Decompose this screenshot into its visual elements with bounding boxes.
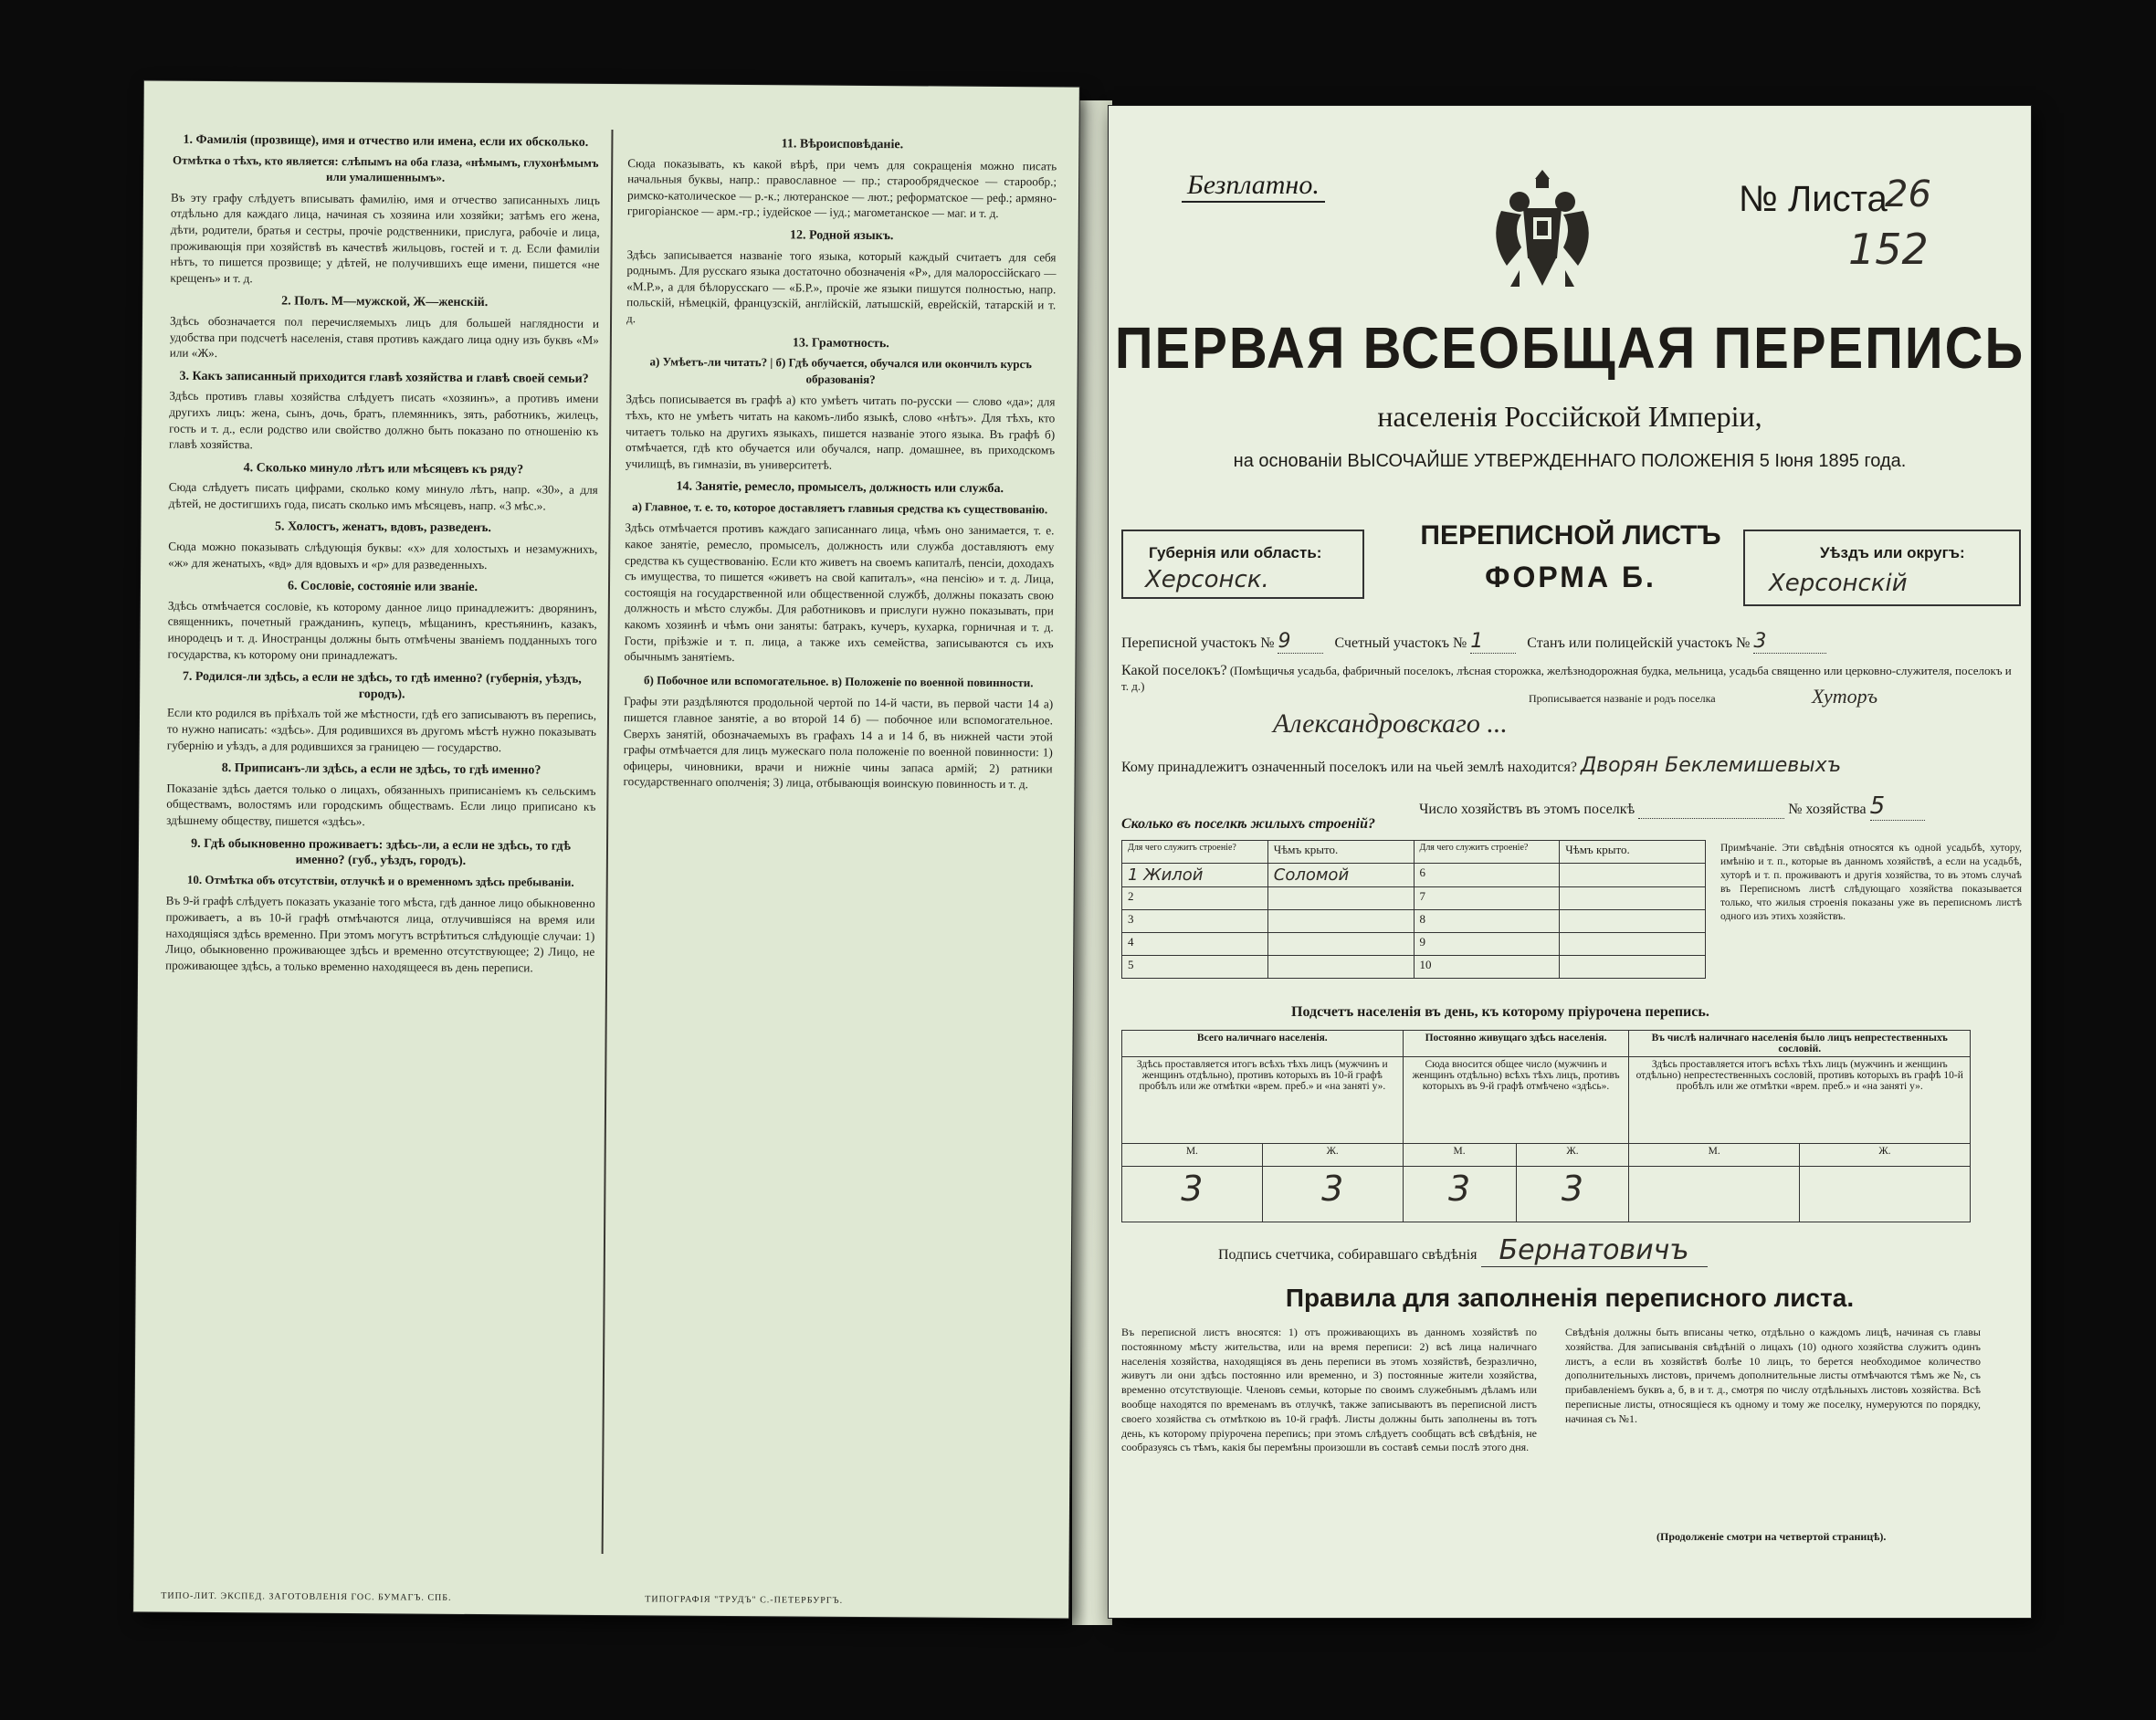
remark-note: Примѣчаніе. Эти свѣдѣнія относятся къ одной усадьбѣ, хутору, имѣнію и т. п., которые въ данномъ хозяйствѣ, а если на усадьбѣ, хуторѣ и т. п. проживаютъ и другія хозяйства, то въ этомъ случаѣ въ Переписномъ листѣ слѣдующаго хозяйства показывается только, что жилыя строенія показаны уже въ переписномъ листѣ одного изъ этихъ хозяйствъ. bbox=[1720, 843, 2022, 922]
section-body: Графы эти раздѣляются продольной чертой по 14-й части, въ первой части 14 а) пишется главное занятіе, а во второй 14 б) — побочное или вспомогательное. Сверхъ занятій, обозначаемыхъ въ графахъ 14 а и 14 б, въ нижней части этой графы отмѣчается для лицъ мужескаго пола положеніе по военной повинности: 1) офицеры, чиновники, врачи и нижніе чины запаса армій; 2) ратники государственнаго ополченія; 3) лица, отбывающія воинскую повинность и т. д. bbox=[623, 694, 1054, 792]
section-body: Здѣсь противъ главы хозяйства слѣдуетъ писать «хозяинъ», а противъ имени другихъ лицъ: жена, сынъ, дочь, братъ, племянникъ, зять, работникъ, жилецъ, гость и т. д., если родство или свойство должно быть показано по отношенію къ главѣ хозяйства. bbox=[169, 388, 599, 452]
section-body: Сюда можно показывать слѣдующія буквы: «х» для холостыхъ и незамужнихъ, «ж» для женатыхъ, «вд» для вдовыхъ и «р» для разведенныхъ. bbox=[168, 539, 598, 572]
section-subheading: а) Умѣетъ-ли читать? | б) Гдѣ обучается, обучался или окончилъ курсъ образованія? bbox=[649, 354, 1032, 386]
stan-label: Станъ или полицейскій участокъ № bbox=[1527, 635, 1751, 651]
count-note: Здѣсь проставляется итогъ всѣхъ тѣхъ лицъ (мужчинъ и женщинъ отдѣльно) непрестественныхъ сословій, противъ которыхъ въ графѣ 10-й пробѣлъ или же отмѣтки «врем. преб.» и «на заняті у». bbox=[1629, 1057, 1971, 1144]
gubernia-box bbox=[1121, 530, 1364, 599]
owner-line bbox=[1121, 754, 1841, 777]
column-rule bbox=[602, 130, 614, 1554]
section-body: Здѣсь записывается названіе того языка, который каждый считаетъ для себя роднымъ. Для русскаго языка достаточно обозначенія «Р», для малороссійскаго — «М.Р.», а для бѣлорусскаго — «Б.Р.», прочіе же языки пишутся полностью, напр. польскій, нѣмецкій, французскій, англійскій, латышскій, еврейскій, татарскій и т. д. bbox=[626, 246, 1057, 326]
uchastok-line bbox=[1121, 630, 1826, 654]
section-heading: 8. Приписанъ-ли здѣсь, а если не здѣсь, то гдѣ именно? bbox=[221, 761, 542, 778]
poselok-hint: (Помѣщичья усадьба, фабричный поселокъ, лѣсная сторожка, желѣзнодорожная будка, мельница, усадьба священно или церковно-служителя, поселокъ и т. д.) bbox=[1121, 664, 2012, 693]
section-heading: 11. Вѣроисповѣданіе. bbox=[781, 137, 904, 152]
left-page bbox=[133, 80, 1079, 1618]
section-subheading: б) Побочное или вспомогательное. в) Положеніе по военной повинности. bbox=[644, 673, 1034, 690]
census-subtitle: населенія Россійской Имперіи, bbox=[1377, 400, 1762, 433]
table-row: 5 10 bbox=[1122, 956, 1706, 979]
section-body: Здѣсь отмѣчается сословіе, къ которому данное лицо принадлежитъ: дворянинъ, священникъ, почетный гражданинъ, купецъ, мѣщанинъ, крестьянинъ, казакъ, инородецъ и т. д. Иностранцы должны быть отмѣчены званіемъ подданныхъ того государства, къ которому они принадлежатъ. bbox=[167, 598, 597, 663]
count-note: Сюда вносится общее число (мужчинъ и женщинъ отдѣльно) всѣхъ тѣхъ лицъ, противъ которыхъ въ 9-й графѣ отмѣчено «здѣсь». bbox=[1403, 1057, 1629, 1144]
buildings-header: Для чего служитъ строеніе? bbox=[1414, 841, 1560, 864]
count-header: Въ числѣ наличнаго населенія было лицъ непрестественныхъ сословій. bbox=[1629, 1031, 1971, 1057]
count-value bbox=[1799, 1167, 1970, 1222]
section-heading: 6. Сословіе, состояніе или званіе. bbox=[287, 579, 479, 595]
poselok-line bbox=[1121, 663, 2016, 694]
count-value: 3 bbox=[1516, 1167, 1629, 1222]
table-row bbox=[1122, 841, 1706, 864]
section-body: Здѣсь пописывается въ графѣ а) кто умѣетъ читать по-русски — слово «да»; для тѣхъ, кто не умѣетъ читать на какомъ-либо языкѣ, слово «нѣтъ». Для тѣхъ, кто читаетъ только на другихъ языкахъ, пишется названіе этого языка. Въ графѣ б) отмѣчается, гдѣ кто обучается или обучался, напр. домашнее, въ приходскомъ училищѣ, въ гимназіи, въ университетѣ. bbox=[625, 392, 1056, 472]
signature-label: Подпись счетчика, собиравшаго свѣдѣнія bbox=[1218, 1247, 1478, 1263]
section-subheading: 10. Отмѣтка объ отсутствіи, отлучкѣ и о временномъ здѣсь пребываніи. bbox=[186, 872, 574, 889]
section-heading: 5. Холостъ, женатъ, вдовъ, разведенъ. bbox=[274, 519, 491, 536]
rules-column-2: Свѣдѣнія должны быть вписаны четко, отдѣльно о каждомъ лицѣ, начиная съ главы хозяйства. Для записыванія свѣдѣній о лицахъ (10) одного хозяйства служитъ одинъ листъ, а если въ хозяйствѣ болѣе 10 лицъ, то берется необходимое количество дополнительныхъ листовъ, причемъ дополнительные листы отмѣчаются тѣмъ же №, съ прибавленіемъ буквъ а, б, в и т. д., смотря по числу отдѣльныхъ листовъ хозяйства. Всѣ переписные листы, относящіеся къ одному и тому же поселку, нумеруются по порядку, начиная съ №1. bbox=[1565, 1326, 1981, 1425]
gubernia-label: Губернія или область: bbox=[1149, 544, 1322, 561]
instructions-column-2 bbox=[623, 130, 1057, 800]
buildings-header: Чѣмъ крыто. bbox=[1267, 841, 1414, 864]
uchastok-label: Переписной участокъ № bbox=[1121, 635, 1275, 651]
section-body: Въ эту графу слѣдуетъ вписывать фамилію, имя и отчество записанныхъ лицъ отдѣльно для каждаго лица, начиная съ хозяина или хозяйки; затѣмъ его жена, дѣти, родители, братья и сестры, прочіе родственники, прислуга, рабочіе и лица, проживающія при хозяйствѣ въ качествѣ жильцовъ, гостей и т. д. Если фамиліи нѣтъ, то пишется прозвище; у дѣтей, не получившихъ еще имени, пишется «не крещенъ» и т. д. bbox=[170, 190, 601, 286]
uezd-value: Херсонскій bbox=[1769, 570, 1908, 597]
table-row: 3 8 bbox=[1122, 910, 1706, 933]
section-body: Если кто родился въ пріѣхалъ той же мѣстности, гдѣ его записываютъ въ перепись, то нужно написать: «здѣсь». Для родившихся въ другомъ мѣстѣ нужно показывать губернію и уѣздъ, а для родившихся за границею — государство. bbox=[166, 706, 597, 754]
table-row: 2 7 bbox=[1122, 887, 1706, 910]
section-body: Здѣсь обозначается пол перечисляемыхъ лицъ для большей наглядности и удобства при подсчетѣ населенія, ставя противъ каждаго лица одну изъ буквъ «М» или «Ж». bbox=[169, 313, 600, 361]
signature-line bbox=[1218, 1234, 1708, 1266]
census-decree-line: на основаніи ВЫСОЧАЙШЕ УТВЕРЖДЕННАГО ПОЛОЖЕНІЯ 5 Іюня 1895 года. bbox=[1233, 451, 1907, 471]
uezd-label: Уѣздъ или округъ: bbox=[1820, 544, 1965, 561]
count-title: Подсчетъ населенія въ день, къ которому пріурочена перепись. bbox=[1291, 1004, 1709, 1020]
section-subheading: а) Главное, т. е. то, которое доставляетъ главныя средства къ существованію. bbox=[632, 499, 1048, 517]
poselok-name: Александровскаго ... bbox=[1273, 708, 1508, 739]
building-use: Жилой bbox=[1143, 865, 1204, 885]
section-body: Въ 9-й графѣ слѣдуетъ показать указаніе того мѣста, гдѣ данное лицо обыкновенно проживаетъ, а въ 10-й графѣ отмѣчаются лица, отлучившіяся на время или находящіяся здѣсь временно. При этомъ могутъ встрѣтиться слѣдующіе случаи: 1) Лицо, обыкновенно проживающее здѣсь и временно отсутствующее; 2) Лицо, не проживающее здѣсь, а только временно находящееся въ день переписи. bbox=[165, 893, 595, 975]
count-value: 3 bbox=[1262, 1167, 1403, 1222]
buildings-label: Сколько въ поселкѣ жилыхъ строеній? bbox=[1121, 816, 1375, 832]
owner-value: Дворян Беклемишевыхъ bbox=[1580, 754, 1842, 777]
section-body: Показаніе здѣсь дается только о лицахъ, обязанныхъ приписаніемъ къ сельскимъ обществамъ, волостямъ или городскимъ обществамъ. Если лицо приписано къ здѣшнему обществу, пишется «здѣсь». bbox=[166, 781, 596, 829]
sheet-title: ПЕРЕПИСНОЙ ЛИСТЪ bbox=[1420, 520, 1721, 551]
count-value: 3 bbox=[1403, 1167, 1516, 1222]
section-heading: 1. Фамилія (прозвище), имя и отчество или имена, если их обсколько. bbox=[183, 132, 589, 150]
households-label: Число хозяйствъ въ этомъ поселкѣ bbox=[1419, 802, 1635, 817]
census-title: ПЕРВАЯ ВСЕОБЩАЯ ПЕРЕПИСЬ bbox=[1114, 315, 2025, 382]
form-label: ФОРМА Б. bbox=[1485, 561, 1656, 593]
owner-label: Кому принадлежитъ означенный поселокъ или на чьей землѣ находится? bbox=[1121, 760, 1577, 775]
section-heading: 7. Родился-ли здѣсь, а если не здѣсь, то гдѣ именно? (губернія, уѣздъ, городъ). bbox=[182, 669, 582, 702]
households-line bbox=[1419, 792, 1925, 821]
table-row bbox=[1122, 1031, 1971, 1057]
count-value bbox=[1629, 1167, 1799, 1222]
printer-footer-right: ТИПОГРАФІЯ "ТРУДЪ" С.-ПЕТЕРБУРГЪ. bbox=[645, 1594, 844, 1606]
buildings-header: Для чего служитъ строеніе? bbox=[1122, 841, 1268, 864]
gubernia-value: Херсонск. bbox=[1145, 566, 1269, 593]
instructions-column-1 bbox=[165, 127, 601, 984]
section-heading: 9. Гдѣ обыкновенно проживаетъ: здѣсь-ли, а если не здѣсь, то гдѣ именно? (губ., уѣздъ, городъ). bbox=[191, 836, 571, 869]
section-heading: 2. Полъ. М—мужской, Ж—женскій. bbox=[281, 294, 489, 310]
rules-footer: (Продолженіе смотри на четвертой страницѣ). bbox=[1656, 1530, 1887, 1543]
schetny-value: 1 bbox=[1470, 630, 1516, 654]
building-roof: Соломой bbox=[1267, 864, 1414, 887]
count-value: 3 bbox=[1122, 1167, 1263, 1222]
table-row: 1 Жилой Соломой 6 bbox=[1122, 864, 1706, 887]
section-heading: 14. Занятіе, ремесло, промыселъ, должность или служба. bbox=[676, 479, 1004, 497]
printer-footer-left: ТИПО-ЛИТ. ЭКСПЕД. ЗАГОТОВЛЕНІЯ ГОС. БУМАГЪ. СПБ. bbox=[161, 1590, 452, 1603]
schetny-label: Счетный участокъ № bbox=[1334, 635, 1467, 651]
count-header: Всего наличнаго населенія. bbox=[1122, 1031, 1404, 1057]
poselok-label: Какой поселокъ? bbox=[1121, 663, 1227, 678]
double-headed-eagle-icon bbox=[1483, 161, 1602, 298]
stan-value: 3 bbox=[1753, 630, 1826, 654]
count-header: Постоянно живущаго здѣсь населенія. bbox=[1403, 1031, 1629, 1057]
buildings-header: Чѣмъ крыто. bbox=[1560, 841, 1706, 864]
section-subheading: Отмѣтка о тѣхъ, кто является: слѣпымъ на оба глаза, «нѣмымъ, глухонѣмымъ или умалишеннымъ». bbox=[172, 152, 599, 184]
uchastok-value: 9 bbox=[1278, 630, 1323, 654]
sheet-number-value: 26 bbox=[1885, 173, 1931, 215]
buildings-table bbox=[1121, 840, 1706, 979]
rules-column-1: Въ переписной листъ вносятся: 1) отъ проживающихъ въ данномъ хозяйствѣ по постоянному мѣсту жительства, или на время переписи: 2) всѣ лица наличнаго населенія хозяйства, находящіяся въ день переписи въ этомъ хозяйствѣ, безразлично, живутъ ли они здѣсь постоянно или временно, и 3) постоянные жители хозяйства, временно отсутствующіе. Членовъ семьи, которые по своимъ служебнымъ дѣламъ или вообще находятся по временамъ въ отлучкѣ, также записываютъ въ переписной листъ своего хозяйства съ отмѣткою въ 10-й графѣ. Листы должны быть заполнены въ тотъ день, къ которому пріурочена перепись; при этомъ слѣдуетъ сообщать всѣ свѣдѣнія, не сообразуясь съ тѣмъ, какія бы перемѣны произошли въ составѣ семьи послѣ этого дня. bbox=[1121, 1326, 1537, 1454]
archive-number: 152 bbox=[1848, 225, 1929, 274]
section-body: Здѣсь отмѣчается противъ каждаго записаннаго лица, чѣмъ оно занимается, т. е. какое занятіе, ремесло, промыселъ, должность или служба доставляютъ ему средства къ существованію. Если кто живетъ на своемъ капиталѣ, пенсіи, доходахъ съ имущества, то пишется «живетъ на свой капиталъ», «на пенсію» и т. д. Лица, состоящія на государственной или общественной службѣ, должны показать свою должность и мѣсто службы. Для работниковъ и прислуги нужно показывать, при какомъ хозяинѣ и чѣмъ они заняты: батракъ, кучеръ, кухарка, горничная и т. д. Гости, пріѣзжіе и т. п. лица, а также ихъ семейства, записываются съ ихъ обычнымъ занятіемъ. bbox=[624, 520, 1055, 665]
table-row bbox=[1122, 1167, 1971, 1222]
section-body: Сюда слѣдуетъ писать цифрами, сколько кому минуло лѣтъ, напр. «30», а для дѣтей, не достигшихъ года, писать сколько имъ мѣсяцевъ, напр. «3 мѣс.». bbox=[168, 479, 598, 513]
table-row: М. Ж. М. Ж. М. Ж. bbox=[1122, 1144, 1971, 1167]
section-body: Сюда показывать, къ какой вѣрѣ, при чемъ для сокращенія можно писать начальныя буквы, напр.: православное — пр.; старообрядческое — старообр.; римско-католическое — р.-к.; лютеранское — лют.; реформатское — реф.; армяно-григоріанское — арм.-гр.; іудейское — іуд.; магометанское — маг. и т. д. bbox=[626, 155, 1057, 221]
rules-title: Правила для заполненія переписного листа. bbox=[1285, 1284, 1855, 1312]
uezd-box bbox=[1743, 530, 2021, 606]
table-row: 4 9 bbox=[1122, 933, 1706, 956]
count-note: Здѣсь проставляется итогъ всѣхъ тѣхъ лицъ (мужчинъ и женщинъ отдѣльно), противъ которыхъ въ 10-й графѣ пробѣлъ или же отмѣтки «врем. преб.» и «на заняті у». bbox=[1122, 1057, 1404, 1144]
section-heading: 13. Грамотность. bbox=[792, 335, 889, 351]
section-heading: 3. Какъ записанный приходится главѣ хозяйства и главѣ своей семьи? bbox=[179, 369, 589, 386]
free-stamp: Безплатно. bbox=[1182, 170, 1325, 203]
book-gutter bbox=[1072, 100, 1112, 1625]
population-count-table bbox=[1121, 1030, 1971, 1222]
signature-value: Бернатовичъ bbox=[1481, 1234, 1708, 1267]
household-no-label: № хозяйства bbox=[1788, 802, 1867, 817]
poselok-type: Хуторъ bbox=[1812, 685, 1878, 708]
section-heading: 12. Родной языкъ. bbox=[789, 228, 894, 244]
sheet-number-label: № Листа bbox=[1739, 179, 1888, 219]
section-heading: 4. Сколько минуло лѣтъ или мѣсяцевъ къ ряду? bbox=[243, 460, 524, 477]
census-form-page bbox=[1109, 106, 2031, 1618]
poselok-name-label: Прописывается названіе и родъ поселка bbox=[1529, 692, 1716, 705]
household-no-value: 5 bbox=[1870, 792, 1925, 821]
table-row bbox=[1122, 1057, 1971, 1144]
